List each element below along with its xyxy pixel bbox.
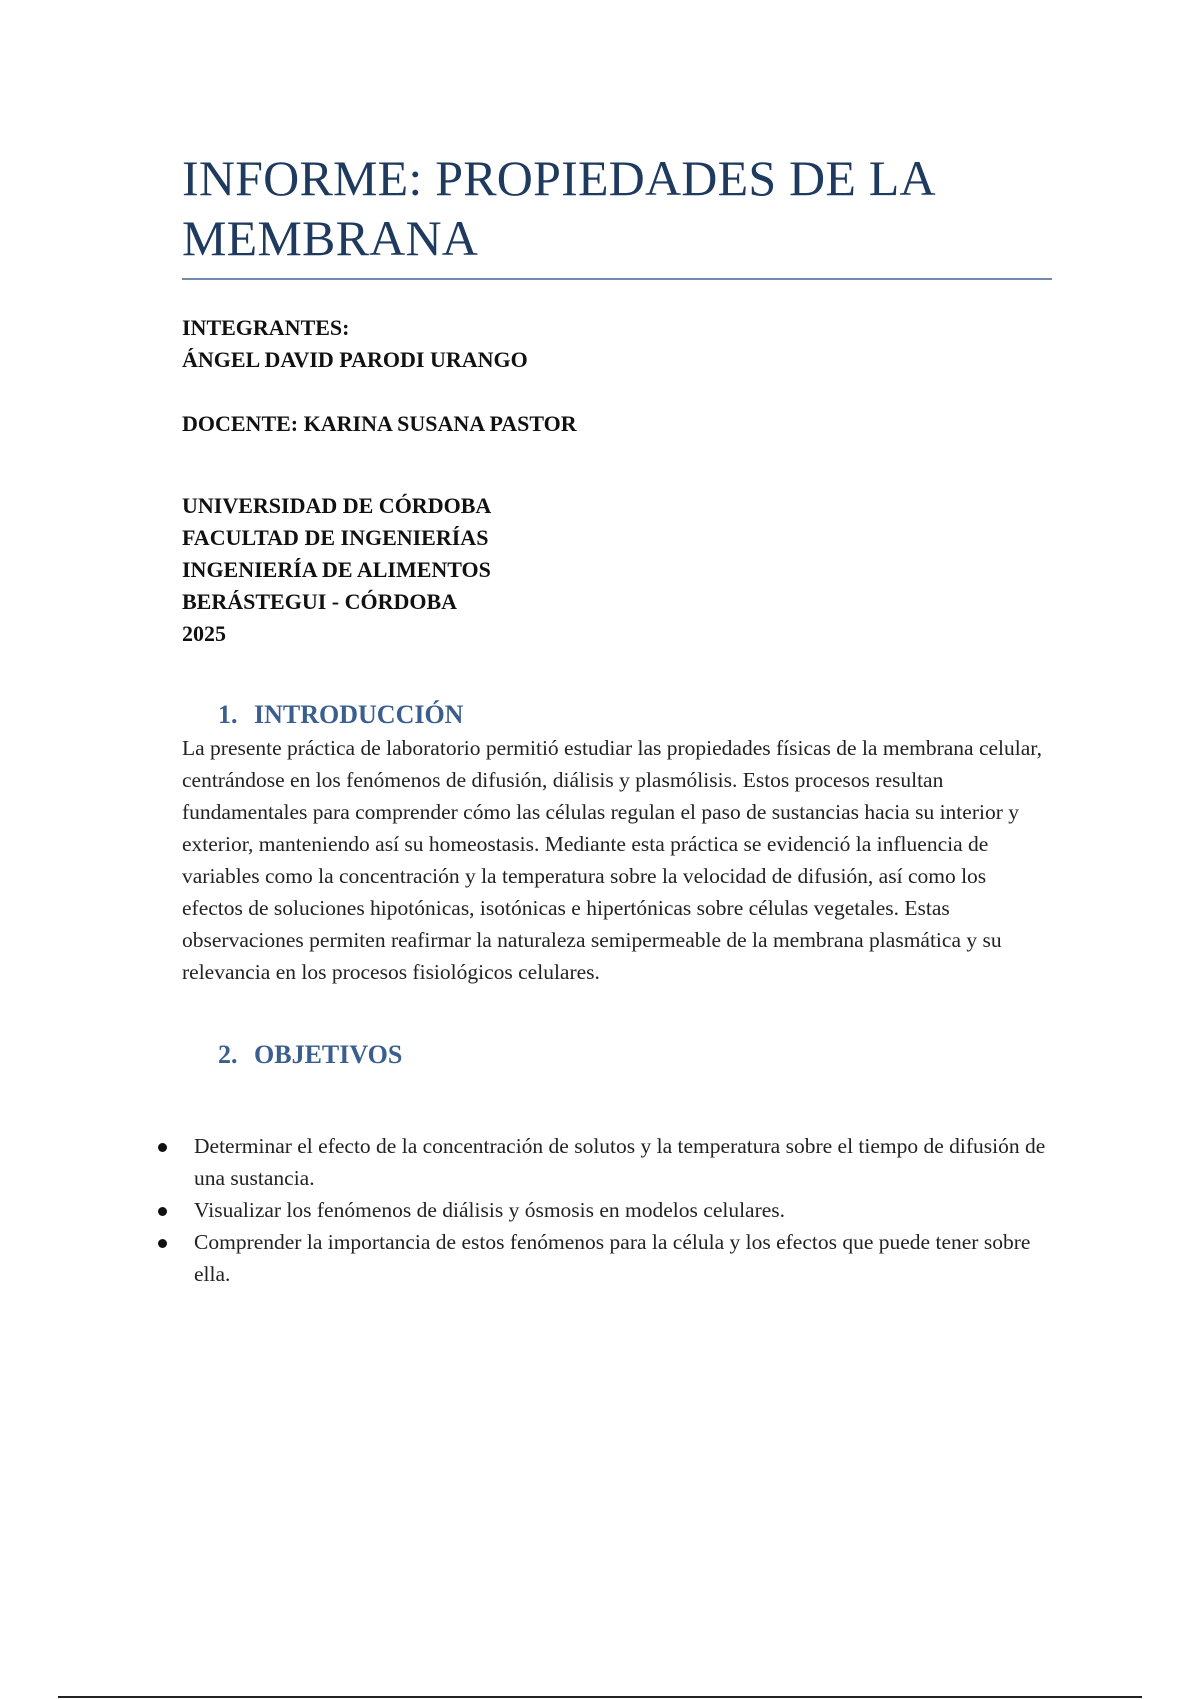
integrantes-label: INTEGRANTES: <box>182 315 350 340</box>
page-content <box>182 148 1052 1290</box>
document-title <box>182 148 1052 268</box>
integrante-name: ÁNGEL DAVID PARODI URANGO <box>182 347 528 372</box>
objectives-heading <box>182 1038 1052 1072</box>
introduction-paragraph: La presente práctica de laboratorio permitió estudiar las propiedades físicas de la membrana celular, centrándose en los fenómenos de difusión, diálisis y plasmólisis. Estos procesos resultan fundamentales para comprender cómo las células regulan el paso de sustancias hacia su interior y exterior, manteniendo así su homeostasis. Mediante esta práctica se evidenció la influencia de variables como la concentración y la temperatura sobre la velocidad de difusión, así como los efectos de soluciones hipotónicas, isotónicas e hipertónicas sobre células vegetales. Estas observaciones permiten reafirmar la naturaleza semipermeable de la membrana plasmática y su relevancia en los procesos fisiológicos celulares. <box>182 736 1042 984</box>
title-line-1: INFORME: PROPIEDADES DE LA <box>182 150 936 206</box>
bullet-icon <box>158 1239 167 1248</box>
introduction-heading <box>182 698 1052 732</box>
list-item <box>158 1130 1052 1194</box>
institution-year: 2025 <box>182 621 226 646</box>
objective-text-3: Comprender la importancia de estos fenómenos para la célula y los efectos que puede tener sobre ella. <box>194 1230 1031 1286</box>
institution-location: BERÁSTEGUI - CÓRDOBA <box>182 589 458 614</box>
title-underline <box>182 278 1052 280</box>
docente-line: DOCENTE: KARINA SUSANA PASTOR <box>182 411 577 436</box>
bullet-icon <box>158 1207 167 1216</box>
bullet-icon <box>158 1143 167 1152</box>
institution-faculty: FACULTAD DE INGENIERÍAS <box>182 525 489 550</box>
list-item <box>158 1194 1052 1226</box>
list-item <box>158 1226 1052 1290</box>
objectives-number: 2. <box>218 1040 238 1069</box>
introduction-number: 1. <box>218 700 238 729</box>
objectives-title: OBJETIVOS <box>254 1040 403 1069</box>
introduction-title: INTRODUCCIÓN <box>254 700 464 729</box>
page-bottom-border <box>58 1696 1142 1698</box>
docente-block <box>182 408 1052 440</box>
institution-program: INGENIERÍA DE ALIMENTOS <box>182 557 491 582</box>
integrantes-block <box>182 312 1052 376</box>
institution-block <box>182 490 1052 650</box>
objectives-list <box>158 1130 1052 1290</box>
title-line-2: MEMBRANA <box>182 210 479 266</box>
objective-text-2: Visualizar los fenómenos de diálisis y ósmosis en modelos celulares. <box>194 1198 786 1222</box>
institution-university: UNIVERSIDAD DE CÓRDOBA <box>182 493 492 518</box>
objective-text-1: Determinar el efecto de la concentración de solutos y la temperatura sobre el tiempo de difusión de una sustancia. <box>194 1134 1046 1190</box>
